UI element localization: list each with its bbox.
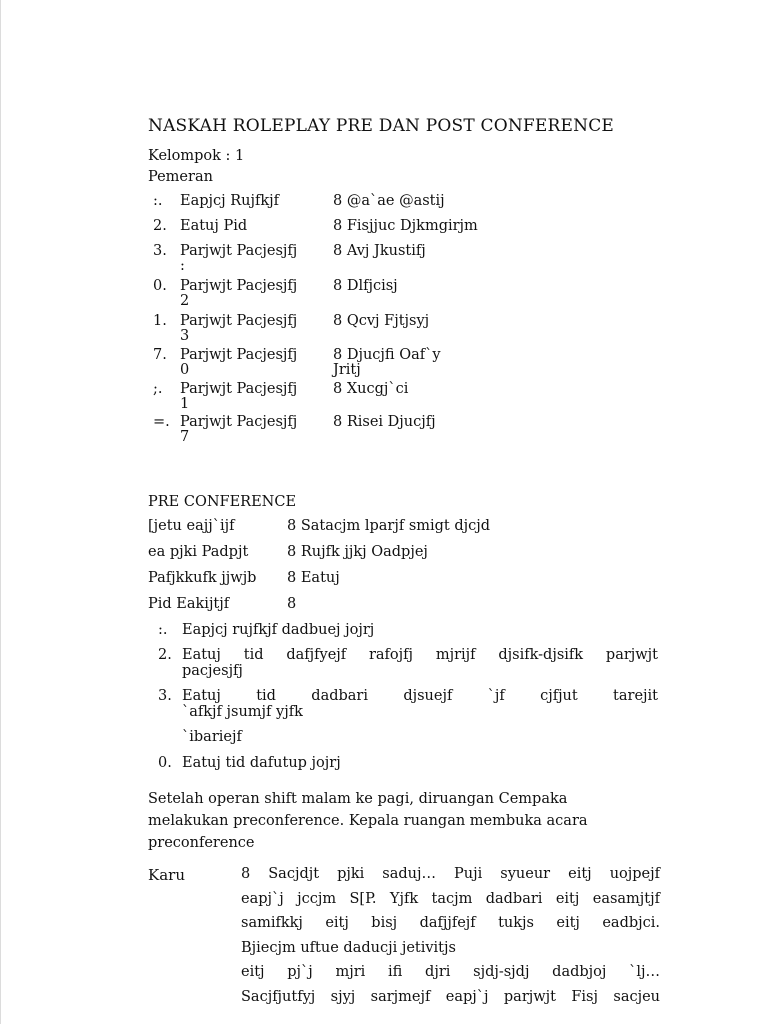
cast-name: 8 Xucgj`ci [333,381,409,397]
info-value: 8 Rujfk jjkj Oadpjej [287,544,428,560]
dialogue-line: samifkkj eitj bisj dafjjfejf tukjs eitj eadbjci. [241,915,660,931]
dialogue-line: eitj pj`j mjri ifi djri sjdj-sjdj dadbjoj `lj… [241,964,660,980]
cast-name: 8 Fisjjuc Djkmgirjm [333,218,478,234]
cast-number: =. [153,414,170,430]
agenda-number: 3. [158,688,172,704]
cast-role-suffix: 1 [180,396,190,412]
agenda-text-cont: pacjesjfj [182,663,243,679]
agenda-text: Eatuj tid dafutup jojrj [182,755,341,771]
dialogue-line: 8 Sacjdjt pjki saduj… Puji syueur eitj uojpejf [241,866,660,882]
speaker-dialogue [241,862,660,1009]
cast-role-suffix: 7 [180,429,190,445]
cast-number: 7. [153,347,167,363]
cast-number: 2. [153,218,167,234]
cast-name: 8 @a`ae @astij [333,193,445,209]
cast-name: 8 Avj Jkustifj [333,243,426,259]
cast-name: 8 Risei Djucjfj [333,414,436,430]
agenda-text-cont: `ibariejf [182,729,242,745]
cast-role: Parjwjt Pacjesjfj [180,278,298,294]
info-value: 8 Satacjm lparjf smigt djcjd [287,518,491,534]
page-edge [0,0,1,1024]
cast-role-suffix: 3 [180,328,190,344]
dialogue-line: eapj`j jccjm S[P. Yjfk tacjm dadbari eitj easamjtjf [241,890,660,907]
cast-role-suffix: : [180,258,185,274]
agenda-number: 0. [158,755,172,771]
info-label: ea pjki Padpjt [148,544,249,560]
cast-role: Parjwjt Pacjesjfj [180,414,298,430]
cast-role-suffix: 0 [180,362,190,378]
agenda-text: Eapjcj rujfkjf dadbuej jojrj [182,622,375,638]
cast-name: 8 Djucjfi Oaf`y [333,347,441,363]
cast-name-suffix: Jritj [333,362,361,378]
info-label: Pid Eakijtjf [148,596,230,612]
cast-number: 3. [153,243,167,259]
cast-role: Parjwjt Pacjesjfj [180,243,298,259]
info-value: 8 Eatuj [287,570,340,586]
cast-role: Eapjcj Rujfkjf [180,193,280,209]
speaker-label: Karu [148,866,185,884]
group-label: Kelompok : 1 [148,148,245,164]
document-title: NASKAH ROLEPLAY PRE DAN POST CONFERENCE [148,116,615,136]
agenda-text: Eatuj tid dadbari djsuejf `jf cjfjut tarejit [182,688,658,704]
info-label: [jetu eajj`ijf [148,518,235,534]
cast-number: :. [153,193,163,209]
cast-role: Parjwjt Pacjesjfj [180,381,298,397]
info-value: 8 [287,596,297,612]
cast-number: ;. [153,381,163,397]
agenda-number: :. [158,622,168,638]
narrative-paragraph: Setelah operan shift malam ke pagi, diruangan Cempaka melakukan preconference. Kepala ruangan membuka acara preconference [148,791,588,851]
cast-name: 8 Qcvj Fjtjsyj [333,313,430,329]
cast-role: Eatuj Pid [180,218,248,234]
dialogue-line: Sacjfjutfyj sjyj sarjmejf eapj`j parjwjt Fisj sacjeu [241,988,660,1005]
section-heading: PRE CONFERENCE [148,494,297,510]
info-label: Pafjkkufk jjwjb [148,570,257,586]
agenda-text: Eatuj tid dafjfyejf rafojfj mjrijf djsifk-djsifk parjwjt [182,647,658,663]
dialogue-line: Bjiecjm uftue daducji jetivitjs [241,939,456,956]
cast-name: 8 Dlfjcisj [333,278,398,294]
cast-number: 1. [153,313,167,329]
cast-heading: Pemeran [148,169,213,185]
agenda-number: 2. [158,647,172,663]
cast-role-suffix: 2 [180,293,190,309]
cast-role: Parjwjt Pacjesjfj [180,347,298,363]
agenda-text-cont: `afkjf jsumjf yjfk [182,704,303,720]
cast-number: 0. [153,278,167,294]
cast-role: Parjwjt Pacjesjfj [180,313,298,329]
